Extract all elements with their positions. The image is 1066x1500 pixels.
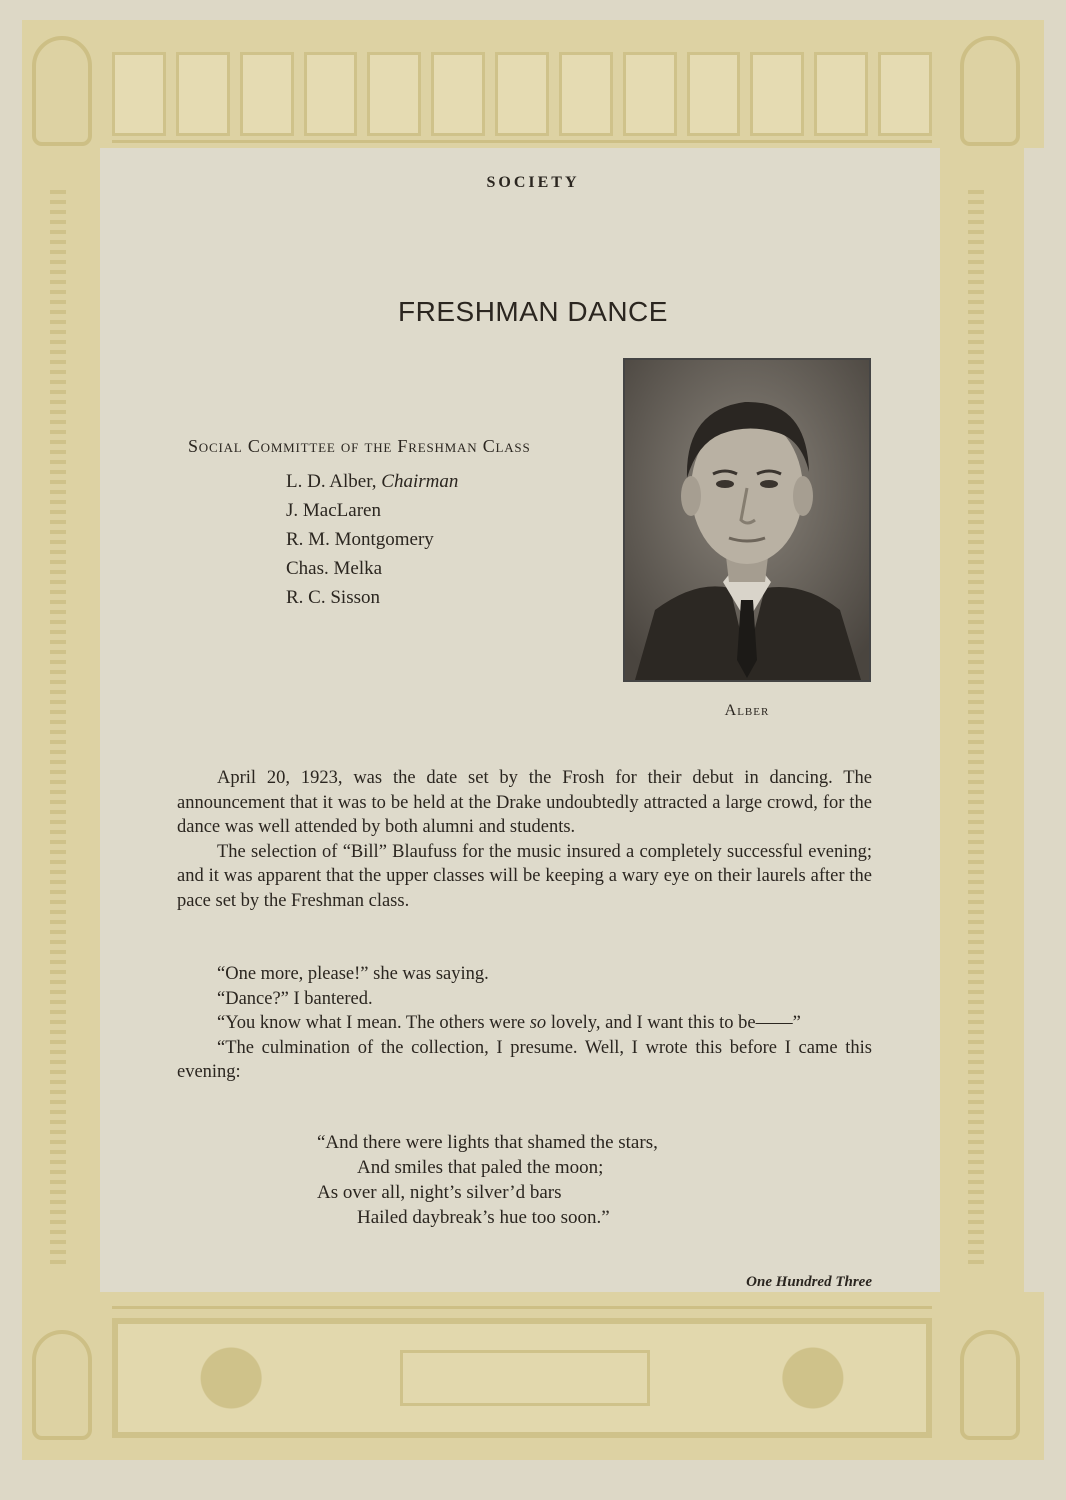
page-number: One Hundred Three [746, 1274, 872, 1290]
list-item: L. D. Alber, Chairman [286, 471, 459, 492]
right-post-ornament [968, 190, 984, 1270]
section-heading: SOCIETY [486, 174, 580, 191]
border-rule [112, 1306, 932, 1309]
corner-ornament [960, 1330, 1020, 1440]
poem-line: As over all, night’s silver’d bars [317, 1182, 562, 1203]
poem-line: And smiles that paled the moon; [357, 1157, 604, 1178]
portrait-illustration [625, 360, 869, 680]
poem [317, 1130, 658, 1230]
paragraph: “One more, please!” she was saying. [217, 964, 489, 984]
list-item: R. M. Montgomery [286, 529, 434, 550]
page-title: FRESHMAN DANCE [398, 296, 668, 327]
corner-ornament [960, 36, 1020, 146]
committee-heading: Social Committee of the Freshman Class [188, 436, 531, 456]
paragraph: April 20, 1923, was the date set by the Frosh for their debut in dancing. The announcement that it was to be held at the Drake undoubtedly attracted a large crowd, for the dance was well attended by both alumni and students. [177, 768, 872, 838]
paragraph: “You know what I mean. The others were so lovely, and I want this to be——” [217, 1013, 801, 1034]
list-item: Chas. Melka [286, 558, 383, 579]
poem-line: Hailed daybreak’s hue too soon.” [357, 1207, 610, 1228]
paragraph: “Dance?” I bantered. [217, 988, 373, 1009]
paragraph: The selection of “Bill” Blaufuss for the music insured a completely successful evening; and it was apparent that the upper classes will be keeping a wary eye on their laurels after the pace set by the Freshman class. [177, 841, 872, 911]
corner-ornament [32, 36, 92, 146]
frieze-monogram-ornament [400, 1350, 650, 1406]
committee-member-list [286, 467, 458, 612]
dialogue-passage [177, 962, 872, 1085]
left-post-ornament [50, 190, 66, 1270]
list-item: R. C. Sisson [286, 587, 380, 608]
poem-line: “And there were lights that shamed the stars, [317, 1132, 658, 1153]
portrait-photo [623, 358, 871, 682]
border-grid-ornament [112, 52, 932, 136]
border-rule [112, 140, 932, 143]
corner-ornament [32, 1330, 92, 1440]
photo-caption: Alber [724, 702, 770, 719]
paragraph: “The culmination of the collection, I presume. Well, I wrote this before I came this evening: [177, 1037, 872, 1083]
list-item: J. MacLaren [286, 500, 381, 521]
article-body [177, 766, 872, 914]
